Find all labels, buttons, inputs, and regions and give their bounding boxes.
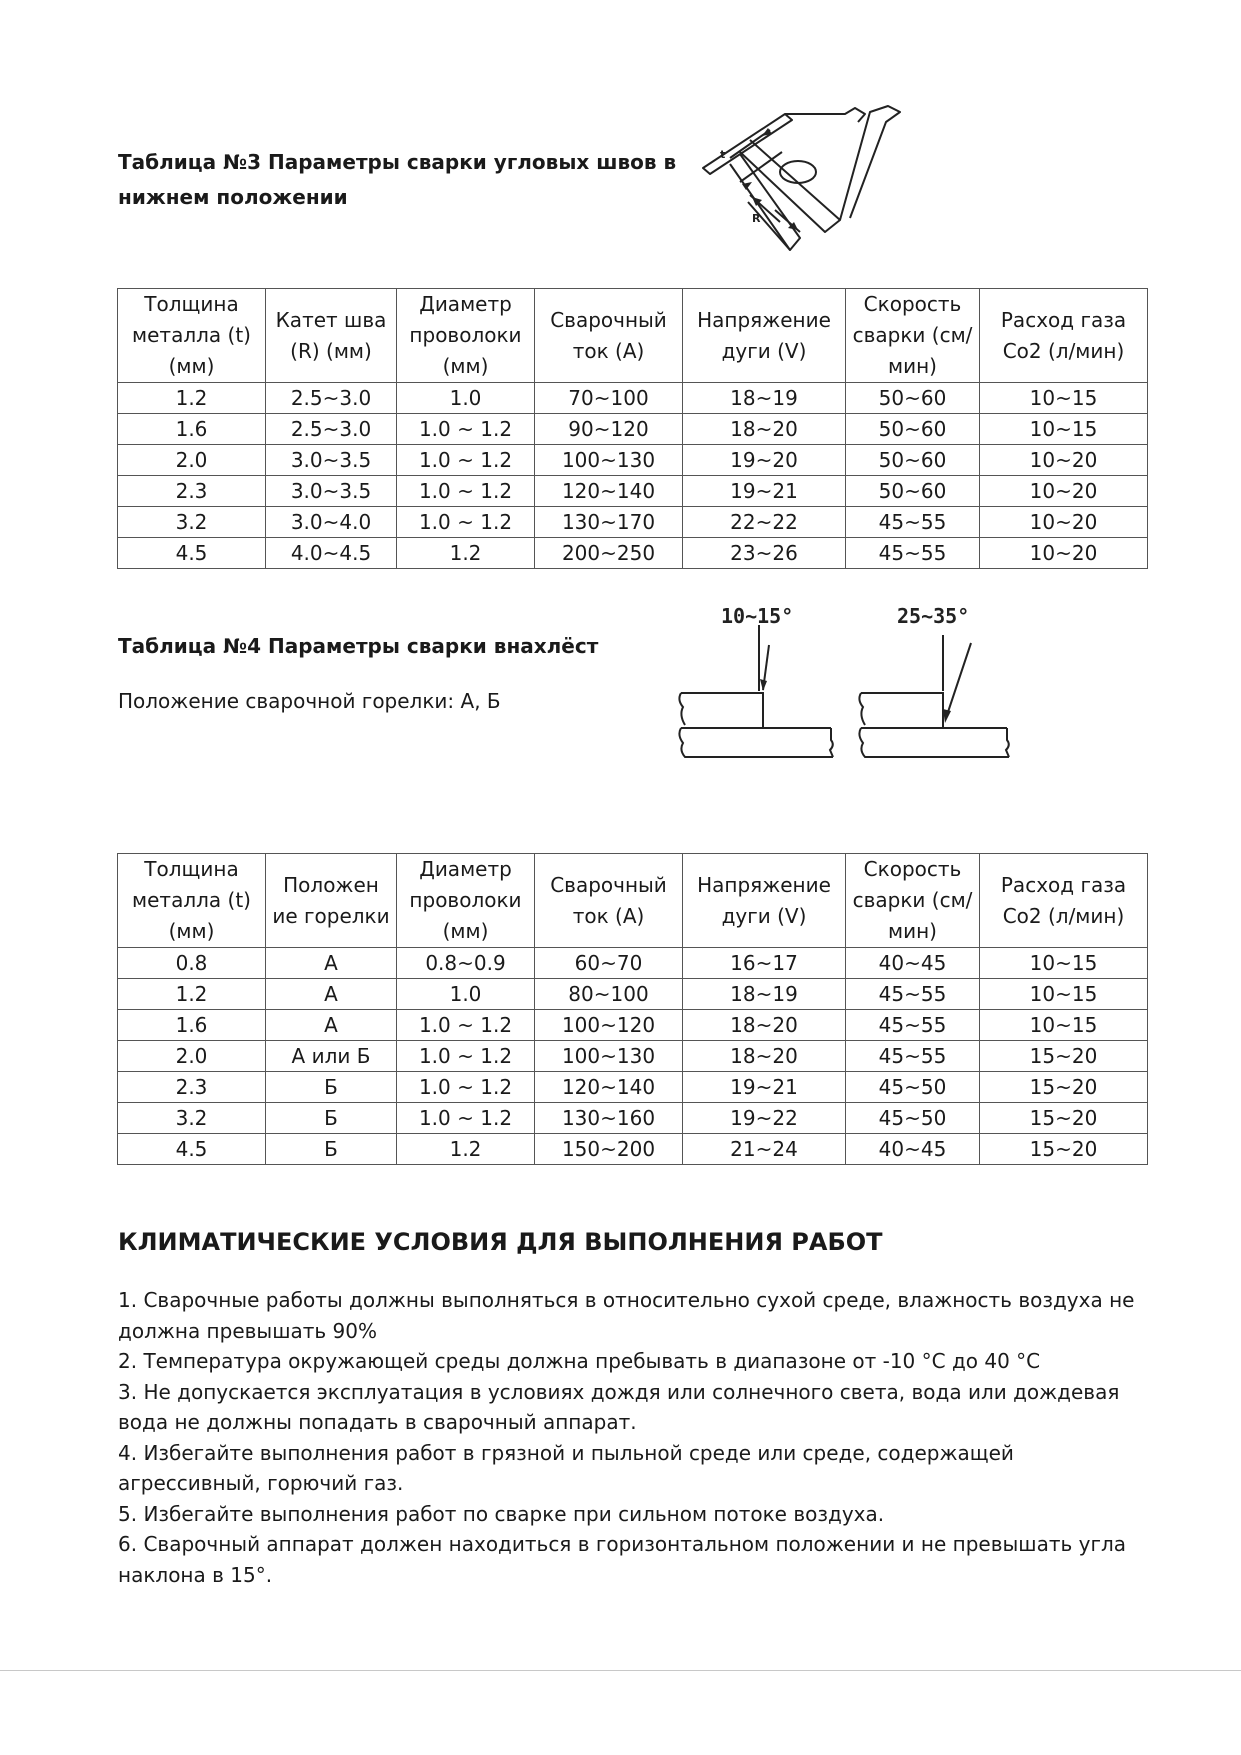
- table-cell: 10~15: [980, 979, 1148, 1010]
- table-cell: 18~19: [683, 979, 846, 1010]
- col-thickness: Толщина металла (t) (мм): [118, 289, 266, 383]
- col-voltage: Напряжение дуги (V): [683, 289, 846, 383]
- table-cell: 1.6: [118, 414, 266, 445]
- col-voltage: Напряжение дуги (V): [683, 854, 846, 948]
- table-row: [118, 383, 1148, 414]
- table-row: [118, 538, 1148, 569]
- table-cell: 90~120: [535, 414, 683, 445]
- table-cell: 100~120: [535, 1010, 683, 1041]
- table-cell: 45~55: [846, 1041, 980, 1072]
- table-cell: 50~60: [846, 445, 980, 476]
- table-cell: 3.0~3.5: [266, 476, 397, 507]
- table-cell: 1.0 ~ 1.2: [397, 414, 535, 445]
- table-cell: 130~170: [535, 507, 683, 538]
- table-cell: 45~55: [846, 507, 980, 538]
- list-item: 6. Сварочный аппарат должен находиться в горизонтальном положении и не превышать угла наклона в 15°.: [118, 1532, 1127, 1587]
- table-cell: 4.5: [118, 1134, 266, 1165]
- table-cell: 1.2: [397, 1134, 535, 1165]
- list-item: 1. Сварочные работы должны выполняться в относительно сухой среде, влажность воздуха не должна превышать 90%: [118, 1288, 1135, 1343]
- table-cell: 100~130: [535, 445, 683, 476]
- table-cell: 15~20: [980, 1134, 1148, 1165]
- table-cell: 45~50: [846, 1072, 980, 1103]
- table-cell: 200~250: [535, 538, 683, 569]
- table-row: [118, 445, 1148, 476]
- table-cell: 3.0~4.0: [266, 507, 397, 538]
- table-cell: 19~20: [683, 445, 846, 476]
- table-row: [118, 1103, 1148, 1134]
- table-cell: 1.2: [397, 538, 535, 569]
- table-cell: 1.0 ~ 1.2: [397, 1041, 535, 1072]
- table-cell: 45~50: [846, 1103, 980, 1134]
- table-row: [118, 1010, 1148, 1041]
- table-cell: 1.0 ~ 1.2: [397, 1072, 535, 1103]
- table-cell: А: [266, 979, 397, 1010]
- table-cell: 10~20: [980, 445, 1148, 476]
- fillet-weld-diagram: [690, 100, 920, 265]
- table-cell: А: [266, 948, 397, 979]
- table-row: [118, 1072, 1148, 1103]
- table-cell: 40~45: [846, 1134, 980, 1165]
- table-cell: 3.2: [118, 1103, 266, 1134]
- table-cell: 19~22: [683, 1103, 846, 1134]
- table-cell: 100~130: [535, 1041, 683, 1072]
- table-cell: 10~15: [980, 414, 1148, 445]
- col-current: Сварочный ток (А): [535, 289, 683, 383]
- col-torch-position: Положен ие горелки: [266, 854, 397, 948]
- table-cell: 10~15: [980, 1010, 1148, 1041]
- table-cell: 2.0: [118, 445, 266, 476]
- table-cell: 130~160: [535, 1103, 683, 1134]
- table-cell: 45~55: [846, 538, 980, 569]
- table-cell: 10~15: [980, 948, 1148, 979]
- table-row: [118, 1041, 1148, 1072]
- list-item: 2. Температура окружающей среды должна пребывать в диапазоне от -10 °С до 40 °С: [118, 1349, 1041, 1373]
- table-cell: 40~45: [846, 948, 980, 979]
- table-cell: 50~60: [846, 383, 980, 414]
- table-cell: 45~55: [846, 979, 980, 1010]
- col-speed: Скорость сварки (см/мин): [846, 289, 980, 383]
- table-cell: 16~17: [683, 948, 846, 979]
- table-cell: 18~20: [683, 414, 846, 445]
- col-thickness: Толщина металла (t) (мм): [118, 854, 266, 948]
- list-item: 5. Избегайте выполнения работ по сварке при сильном потоке воздуха.: [118, 1501, 885, 1526]
- table-cell: А: [266, 1010, 397, 1041]
- table-cell: 50~60: [846, 476, 980, 507]
- fillet-t-label: t: [720, 148, 726, 161]
- table-row: [118, 1134, 1148, 1165]
- col-gas-flow: Расход газа Co2 (л/мин): [980, 289, 1148, 383]
- table-cell: 80~100: [535, 979, 683, 1010]
- table-cell: 19~21: [683, 476, 846, 507]
- table-cell: Б: [266, 1072, 397, 1103]
- lap-weld-params-table: [117, 853, 1148, 1165]
- table-cell: 1.0 ~ 1.2: [397, 445, 535, 476]
- table-cell: 2.5~3.0: [266, 414, 397, 445]
- col-leg: Катет шва (R) (мм): [266, 289, 397, 383]
- fillet-r-label: R: [752, 212, 761, 225]
- table3-title: Таблица №3 Параметры сварки угловых швов в нижнем положении: [118, 150, 677, 209]
- table-cell: 18~20: [683, 1041, 846, 1072]
- table-cell: 18~19: [683, 383, 846, 414]
- table-cell: 1.0 ~ 1.2: [397, 1103, 535, 1134]
- table-cell: 1.0 ~ 1.2: [397, 476, 535, 507]
- table-cell: 10~20: [980, 507, 1148, 538]
- table-row: [118, 948, 1148, 979]
- col-speed: Скорость сварки (см/мин): [846, 854, 980, 948]
- table-cell: 15~20: [980, 1072, 1148, 1103]
- table-row: [118, 476, 1148, 507]
- table-cell: 3.2: [118, 507, 266, 538]
- table-cell: 10~20: [980, 538, 1148, 569]
- col-gas-flow: Расход газа Co2 (л/мин): [980, 854, 1148, 948]
- table-cell: 4.0~4.5: [266, 538, 397, 569]
- angle-b-label: 25~35°: [897, 604, 970, 628]
- table-cell: 120~140: [535, 476, 683, 507]
- fillet-weld-params-table: [117, 288, 1148, 569]
- list-item: 3. Не допускается эксплуатация в условиях дождя или солнечного света, вода или дождевая вода не должны попадать в сварочный аппарат.: [118, 1379, 1120, 1434]
- table-cell: 21~24: [683, 1134, 846, 1165]
- table-cell: 1.0: [397, 979, 535, 1010]
- table-cell: 19~21: [683, 1072, 846, 1103]
- table-cell: 22~22: [683, 507, 846, 538]
- table-cell: 10~20: [980, 476, 1148, 507]
- table-cell: 4.5: [118, 538, 266, 569]
- climate-heading: КЛИМАТИЧЕСКИЕ УСЛОВИЯ ДЛЯ ВЫПОЛНЕНИЯ РАБОТ: [118, 1228, 883, 1256]
- table-cell: 150~200: [535, 1134, 683, 1165]
- climate-conditions-list: [118, 1285, 1138, 1590]
- table-cell: А или Б: [266, 1041, 397, 1072]
- table-cell: 1.0 ~ 1.2: [397, 1010, 535, 1041]
- table-cell: 1.0: [397, 383, 535, 414]
- table-row: [118, 414, 1148, 445]
- table-cell: 70~100: [535, 383, 683, 414]
- table-cell: 15~20: [980, 1041, 1148, 1072]
- table-header-row: [118, 854, 1148, 948]
- table-cell: 2.5~3.0: [266, 383, 397, 414]
- torch-position-text: Положение сварочной горелки: А, Б: [118, 689, 501, 713]
- table-cell: 18~20: [683, 1010, 846, 1041]
- col-wire-diameter: Диаметр проволоки (мм): [397, 854, 535, 948]
- table-cell: 3.0~3.5: [266, 445, 397, 476]
- table-cell: 45~55: [846, 1010, 980, 1041]
- table-cell: 23~26: [683, 538, 846, 569]
- table-header-row: [118, 289, 1148, 383]
- table4-title: Таблица №4 Параметры сварки внахлёст: [118, 634, 599, 658]
- table-cell: 60~70: [535, 948, 683, 979]
- table-cell: 1.2: [118, 979, 266, 1010]
- table-cell: Б: [266, 1103, 397, 1134]
- table-cell: Б: [266, 1134, 397, 1165]
- table-cell: 15~20: [980, 1103, 1148, 1134]
- table-cell: 50~60: [846, 414, 980, 445]
- table-cell: 2.3: [118, 1072, 266, 1103]
- footer-divider: [0, 1670, 1241, 1671]
- table-row: [118, 979, 1148, 1010]
- col-current: Сварочный ток (А): [535, 854, 683, 948]
- table-row: [118, 507, 1148, 538]
- table-cell: 2.3: [118, 476, 266, 507]
- table-cell: 0.8~0.9: [397, 948, 535, 979]
- table-cell: 1.2: [118, 383, 266, 414]
- list-item: 4. Избегайте выполнения работ в грязной и пыльной среде или среде, содержащей агрессивный, горючий газ.: [118, 1440, 1014, 1495]
- table-cell: 1.6: [118, 1010, 266, 1041]
- table-cell: 2.0: [118, 1041, 266, 1072]
- table-cell: 120~140: [535, 1072, 683, 1103]
- angle-a-label: 10~15°: [721, 604, 794, 628]
- table-cell: 10~15: [980, 383, 1148, 414]
- lap-weld-torch-angle-diagram: [675, 595, 1020, 770]
- col-wire-diameter: Диаметр проволоки (мм): [397, 289, 535, 383]
- table-cell: 1.0 ~ 1.2: [397, 507, 535, 538]
- table-cell: 0.8: [118, 948, 266, 979]
